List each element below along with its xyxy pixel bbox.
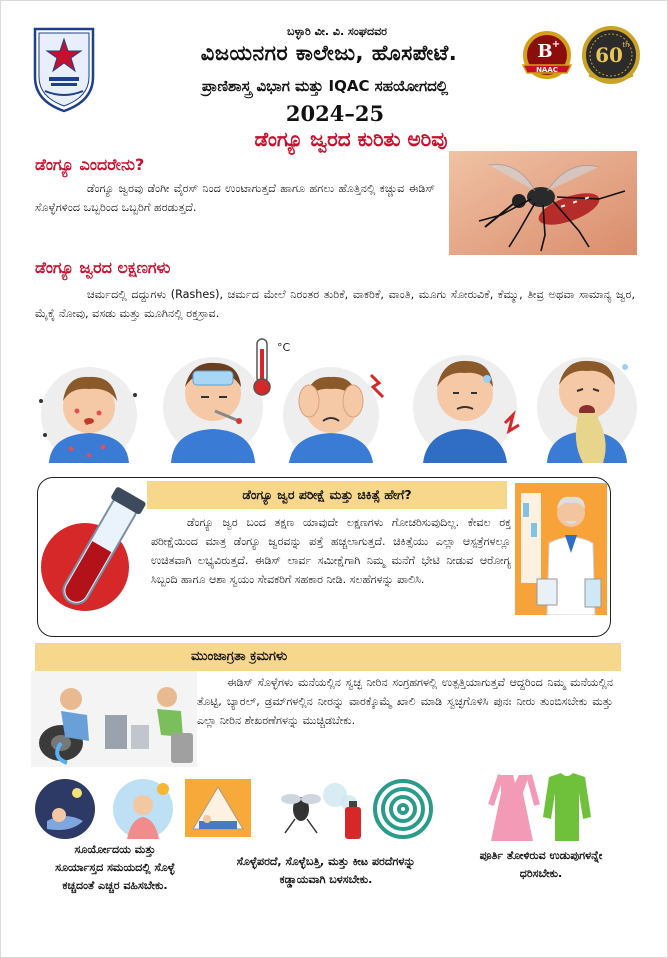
naac-grade: B (537, 41, 553, 62)
anniversary-badge-icon (581, 25, 641, 87)
what-is-dengue-text: ಡೆಂಗ್ಯೂ ಜ್ವರವು ಡೆಂಗೀ ವೈರಸ್ ನಿಂದ ಉಂಟಾಗುತ್ತದೆ ಹಾಗೂ ಹಗಲು ಹೊತ್ತಿನಲ್ಲಿ ಕಚ್ಚುವ ಈಡಿಸ್ ಸೊಳ್ಳೆಗಳಿಂದ ಒಬ್ಬರಿಂದ ಒಬ್ಬರಿಗೆ ಹರಡುತ್ತದೆ. (35, 182, 435, 214)
symptoms-heading: ಡೆಂಗ್ಯೂ ಜ್ವರದ ಲಕ್ಷಣಗಳು (35, 258, 171, 277)
doctor-icon (515, 483, 607, 615)
mosquito-net-caption: ಸೊಳ್ಳೆಪರದೆ, ಸೊಳ್ಳೆಬತ್ತಿ, ಮತ್ತು ಕೀಟ ಪರದೆಗಳನ್ನು ಕಡ್ಡಾಯವಾಗಿ ಬಳಸಬೇಕು. (236, 855, 416, 886)
college-name: ವಿಜಯನಗರ ಕಾಲೇಜು, ಹೊಸಪೇಟೆ. (200, 41, 458, 65)
mosquito-small-icon (281, 794, 321, 833)
test-treatment-heading: ಡೆಂಗ್ಯೂ ಜ್ವರ ಪರೀಕ್ಷೆ ಮತ್ತು ಚಿಕಿತ್ಸೆ ಹೇಗೆ? (147, 481, 507, 509)
page-title: ಡೆಂಗ್ಯೂ ಜ್ವರದ ಕುರಿತು ಅರಿವು (254, 127, 448, 151)
full-sleeve-caption: ಪೂರ್ತಿ ತೋಳಿರುವ ಉಡುಪುಗಳನ್ನೇ ಧರಿಸಬೇಕು. (479, 849, 603, 880)
symptoms-illustration (31, 331, 641, 463)
dress-icon (491, 775, 537, 841)
college-logo-icon (29, 25, 99, 115)
fever-child-icon (163, 357, 263, 463)
vomiting-child-icon (537, 357, 637, 463)
thermometer-icon (254, 339, 291, 395)
department-line: ಪ್ರಾಣಿಶಾಸ್ತ್ರ ವಿಭಾಗ ಮತ್ತು IQAC ಸಹಯೋಗದಲ್ಲಿ (201, 77, 449, 95)
what-is-dengue-heading: ಡೆಂಗ್ಯೂ ಎಂದರೇನು? (35, 155, 145, 174)
university-line: ಬಳ್ಳಾರಿ ವೀ. ವಿ. ಸಂಘದವರ (287, 25, 387, 38)
academic-year: 2024–25 (285, 101, 385, 126)
test-treatment-text: ಡೆಂಗ್ಯೂ ಜ್ವರ ಬಂದ ತಕ್ಷಣ ಯಾವುದೇ ಲಕ್ಷಣಗಳು ಗೋಚರಿಸುವುದಿಲ್ಲ. ಕೇವಲ ರಕ್ತ ಪರೀಕ್ಷೆಯಿಂದ ಮಾತ್ರ ಡೆಂಗ್ಯೂ ಜ್ವರವನ್ನು ಪತ್ತೆ ಹಚ್ಚಲಾಗುತ್ತದೆ. ಚಿಕಿತ್ಸೆಯು ಎಲ್ಲಾ ಆಸ್ಪತ್ರೆಗಳಲ್ಲೂ ಉಚಿತವಾಗಿ ಲಭ್ಯವಿರುತ್ತದೆ. ಈಡಿಸ್ ಲಾರ್ವ ಸಮೀಕ್ಷೆಗಾಗಿ ನಿಮ್ಮ ಮನೆಗೆ ಭೇಟಿ ನೀಡುವ ಆರೋಗ್ಯ ಸಿಬ್ಬಂದಿ ಹಾಗೂ ಆಶಾ ಸ್ವಯಂ ಸೇವಕರಿಗೆ ಸಹಕಾರ ನೀಡಿ. ಸಲಹೆಗಳನ್ನು ಪಾಲಿಸಿ. (151, 516, 511, 586)
symptoms-text: ಚರ್ಮದಲ್ಲಿ ದದ್ದುಗಳು (Rashes), ಚರ್ಮದ ಮೇಲೆ ನಿರಂತರ ತುರಿಕೆ, ವಾಕರಿಕೆ, ವಾಂತಿ, ಮೂಗು ಸೋರುವಿಕೆ, ಕೆಮ್ಮು, ತೀವ್ರ ಅಥವಾ ಸಾಮಾನ್ಯ ಜ್ವರ, ಮೈಕೈ ನೋವು, ವಸಡು ಮತ್ತು ಮೂಗಿನಲ್ಲಿ ರಕ್ತಸ್ರಾವ. (35, 288, 635, 320)
mosquito-coil-icon (375, 781, 431, 837)
anniversary-number: 60 (595, 43, 623, 67)
mosquito-net-coil-icon (185, 773, 439, 845)
anniversary-sup: th (622, 41, 630, 49)
naac-badge-icon (519, 29, 575, 85)
precautions-text: ಈಡಿಸ್ ಸೊಳ್ಳೆಗಳು ಮನೆಯಲ್ಲಿನ ಸ್ವಚ್ಛ ನೀರಿನ ಸಂಗ್ರಹಗಳಲ್ಲಿ ಉತ್ಪತ್ತಿಯಾಗುತ್ತವೆ ಆದ್ದರಿಂದ ನಿಮ್ಮ ಮನೆಯಲ್ಲಿನ ತೊಟ್ಟಿ, ಬ್ಯಾರಲ್, ಡ್ರಮ್‌ಗಳಲ್ಲಿನ ನೀರನ್ನು ವಾರಕ್ಕೊಮ್ಮೆ ಖಾಲಿ ಮಾಡಿ ಸ್ವಚ್ಛಗೊಳಿಸಿ ಪುನಃ ನೀರು ತುಂಬಿಸಬೇಕು ಮತ್ತು ಎಲ್ಲಾ ನೀರಿನ ಶೇಖರಣೆಗಳನ್ನು ಮುಚ್ಚಿಡಬೇಕು. (197, 676, 613, 727)
mosquito-icon (449, 151, 637, 255)
full-sleeve-clothes-icon (487, 771, 591, 843)
thermometer-unit: °C (277, 341, 291, 354)
sweater-icon (543, 773, 591, 841)
cleaning-containers-icon (31, 671, 197, 767)
precautions-heading: ಮುಂಜಾಗ್ರತಾ ಕ್ರಮಗಳು (35, 643, 621, 671)
naac-grade-sup: + (551, 39, 561, 50)
dusk-dawn-icon (31, 773, 181, 839)
spray-icon (323, 783, 361, 839)
dusk-dawn-caption: ಸೂರ್ಯೋದಯ ಮತ್ತು ಸೂರ್ಯಾಸ್ತದ ಸಮಯದಲ್ಲಿ ಸೊಳ್ಳೆ ಕಚ್ಚದಂತೆ ಎಚ್ಚರ ವಹಿಸಬೇಕು. (55, 843, 175, 892)
test-tube-icon (41, 483, 147, 633)
rash-child-icon (39, 367, 137, 463)
naac-label: NAAC (536, 66, 558, 74)
headache-child-icon (283, 367, 383, 463)
nausea-child-icon (413, 355, 519, 463)
